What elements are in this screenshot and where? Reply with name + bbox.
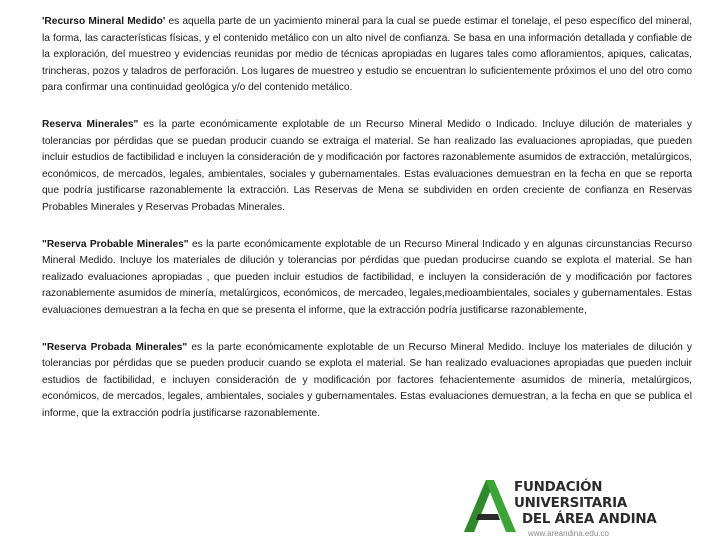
logo-line-2: DEL ÁREA ANDINA (522, 512, 657, 527)
logo-url: www.areandina.edu.co (528, 529, 609, 538)
logo-line-1: FUNDACIÓN UNIVERSITARIA (514, 480, 628, 511)
logo-wordmark (514, 480, 666, 540)
term-recurso-mineral-medido: 'Recurso Mineral Medido' (42, 16, 166, 27)
paragraph-reserva-probable-minerales (42, 237, 692, 320)
term-reserva-probada-minerales: "Reserva Probada Minerales" (42, 341, 188, 353)
areandina-a-logo-icon (456, 478, 516, 534)
term-reserva-minerales: Reserva Minerales" (42, 118, 139, 130)
term-reserva-probable-minerales: "Reserva Probable Minerales" (42, 238, 189, 250)
definition-text: es la parte económicamente explotable de un Recurso Mineral Medido o Indicado. Incluye dilución de materiales y tolerancias por pérdidas que se puedan producir cuando se extraiga el material. Se han realizado las evaluaciones apropiadas, que pueden incluir estudios de factibilidad e incluyen la consideración de y modificación por factores razonablemente asumidos de extracción, metalúrgicos, económicos, de mercados, legales, ambientales, sociales y gubernamentales. Estas evaluaciones demuestran en la fecha en que se reporta que podría justificarse razonablemente la extracción. Las Reservas de Mena se subdividen en orden creciente de confianza en Reservas Probables Minerales y Reservas Probadas Minerales. (42, 118, 692, 213)
definition-text: es aquella parte de un yacimiento mineral para la cual se puede estimar el tonelaje, el peso específico del mineral, la forma, las características físicas, y el contenido metálico con un alto nivel de confianza. Se basa en una información detallada y confiable de la exploración, del muestreo y evidencias reunidas por medio de técnicas apropiadas en lugares tales como afloramientos, apiques, calicatas, trincheras, pozos y taladros de perforación. Los lugares de muestreo y estudio se encuentran lo suficientemente próximos el uno del otro como para confirmar una continuidad geológica y/o del contenido metálico. (42, 16, 692, 94)
paragraph-recurso-mineral-medido (42, 14, 692, 97)
document-body (42, 14, 692, 442)
definition-text: es la parte económicamente explotable de un Recurso Mineral Medido. Incluye los materiales de dilución y tolerancias por pérdidas que se pueden producir cuando se explota el material. Se han realizado evaluaciones apropiadas que pueden incluir estudios de factibilidad, e incluyen consideración de y modificación por factores fehacientemente asumidos de minería, metalúrgicos, económicos, de mercados, legales, ambientales, sociales y gubernamentales. Estas evaluaciones demuestran, a la fecha en que se publica el informe, que la extracción podría justificarse razonablemente. (42, 341, 692, 419)
paragraph-reserva-minerales (42, 117, 692, 217)
paragraph-reserva-probada-minerales (42, 340, 692, 423)
areandina-logo (456, 474, 666, 538)
definition-text: es la parte económicamente explotable de un Recurso Mineral Indicado y en algunas circunstancias Recurso Mineral Medido. Incluye los materiales de dilución y tolerancias por pérdidas que puedan producirse cuando se explota el material. Se han realizado evaluaciones apropiadas , que pueden incluir estudios de factibilidad, e incluyen la consideración de y modificación por factores razonablemente asumidos de minería, metalúrgicos, económicos, de mercadeo, legales,medioambientales, sociales y gubernamentales. Estas evaluaciones demuestran a la fecha en que se presenta el informe, que la extracción podría justificarse razonablemente, (42, 238, 692, 316)
